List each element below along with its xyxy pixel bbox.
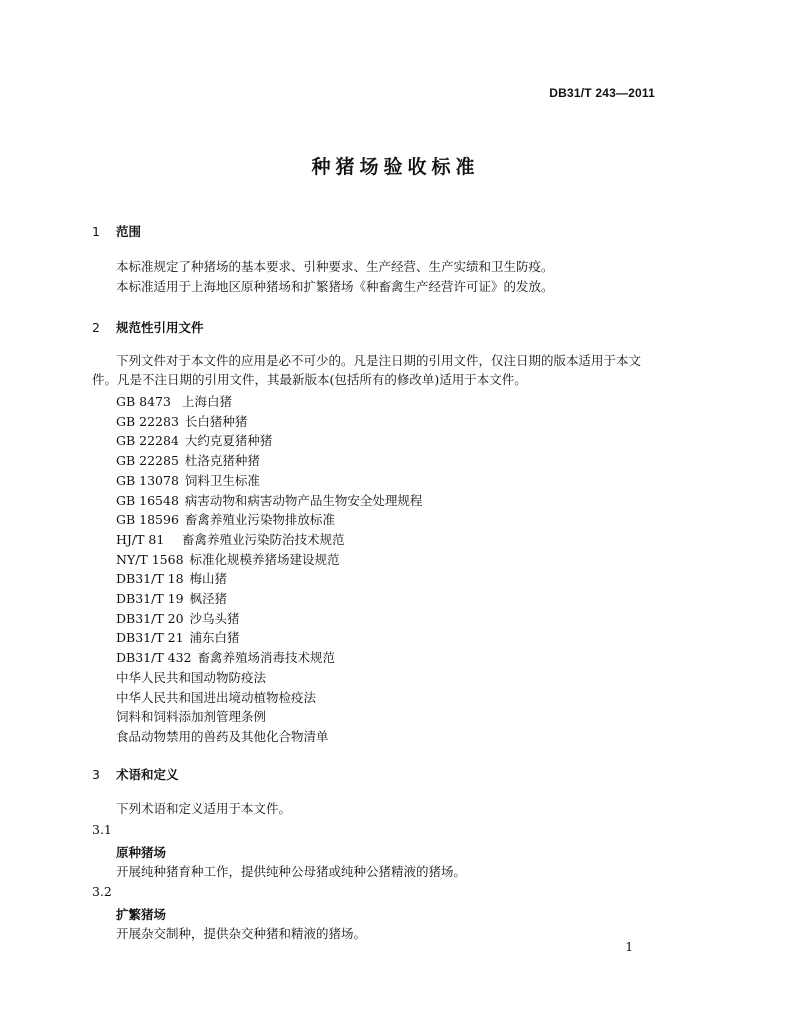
- reference-title: 病害动物和病害动物产品生物安全处理规程: [184, 492, 423, 508]
- reference-title: 标准化规模养猪场建设规范: [189, 551, 340, 567]
- reference-title: 上海白猪: [182, 394, 233, 409]
- reference-code: DB31/T 18: [116, 571, 184, 587]
- reference-title: 畜禽养殖业污染防治技术规范: [182, 531, 345, 547]
- section-title: 术语和定义: [116, 767, 179, 782]
- section-1-heading: [92, 222, 141, 240]
- reference-code: GB 22285: [116, 453, 179, 469]
- document-code: DB31/T 243—2011: [549, 86, 655, 100]
- reference-item: [116, 609, 240, 627]
- section-title: 规范性引用文件: [116, 320, 204, 335]
- term-3-2-definition: 开展杂交制种，提供杂交种猪和精液的猪场。: [116, 926, 367, 941]
- reference-item: [116, 510, 335, 528]
- reference-item: [116, 550, 340, 568]
- reference-code: DB31/T 20: [116, 610, 184, 626]
- law-reference-item: 食品动物禁用的兽药及其他化合物清单: [116, 728, 329, 744]
- reference-code: GB 13078: [116, 472, 179, 488]
- reference-code: DB31/T 432: [116, 650, 192, 666]
- section-2-heading: [92, 318, 204, 336]
- section-number: 1: [92, 224, 100, 239]
- reference-item: [116, 628, 240, 646]
- law-reference-item: 饲料和饲料添加剂管理条例: [116, 709, 267, 725]
- law-reference-item: 中华人民共和国动物防疫法: [116, 669, 267, 685]
- reference-title: 大约克夏猪种猪: [184, 433, 273, 449]
- section-1-paragraph-2: 本标准适用于上海地区原种猪场和扩繁猪场《种畜禽生产经营许可证》的发放。: [116, 279, 554, 294]
- term-3-1-name: 原种猪场: [116, 845, 167, 860]
- reference-code: HJ/T 81: [116, 531, 165, 547]
- section-title: 范围: [116, 224, 142, 239]
- reference-title: 畜禽养殖业污染物排放标准: [184, 512, 335, 528]
- section-3-intro: 下列术语和定义适用于本文件。: [116, 801, 292, 816]
- section-2-intro: 下列文件对于本文件的应用是必不可少的。凡是注日期的引用文件，仅注日期的版本适用于本文件。凡是不注日期的引用文件，其最新版本(包括所有的修改单)适用于本文件。: [92, 353, 642, 387]
- reference-item: [116, 589, 227, 607]
- reference-title: 饲料卫生标准: [184, 472, 260, 488]
- section-1-paragraph-1: 本标准规定了种猪场的基本要求、引种要求、生产经营、生产实绩和卫生防疫。: [116, 259, 554, 274]
- reference-code: DB31/T 19: [116, 591, 184, 606]
- reference-code: GB 22284: [116, 433, 179, 449]
- reference-title: 沙乌头猪: [189, 610, 240, 626]
- reference-item: [116, 451, 260, 469]
- term-3-2-name: 扩繁猪场: [116, 907, 167, 922]
- term-3-1-number: 3.1: [92, 822, 112, 837]
- reference-title: 浦东白猪: [189, 630, 240, 646]
- term-3-2-number: 3.2: [92, 884, 112, 899]
- section-number: 3: [92, 767, 100, 782]
- reference-code: GB 8473: [116, 394, 171, 409]
- reference-code: GB 18596: [116, 512, 179, 528]
- law-reference-item: 中华人民共和国进出境动植物检疫法: [116, 689, 317, 705]
- document-title: 种猪场验收标准: [311, 156, 480, 178]
- reference-item: [116, 491, 422, 509]
- reference-item: [116, 431, 272, 449]
- reference-item: [116, 530, 345, 548]
- reference-title: 杜洛克猪种猪: [184, 453, 260, 469]
- reference-item: [116, 648, 335, 666]
- reference-item: [116, 471, 260, 489]
- reference-item: [116, 569, 227, 587]
- reference-title: 畜禽养殖场消毒技术规范: [197, 650, 336, 666]
- section-3-heading: [92, 765, 179, 783]
- section-number: 2: [92, 320, 100, 335]
- reference-item: [116, 392, 232, 410]
- reference-code: DB31/T 21: [116, 630, 184, 646]
- reference-code: NY/T 1568: [116, 551, 184, 567]
- reference-code: GB 16548: [116, 492, 179, 508]
- reference-title: 梅山猪: [189, 571, 228, 587]
- page-number: 1: [625, 940, 633, 954]
- reference-title: 长白猪种猪: [184, 413, 248, 429]
- reference-title: 枫泾猪: [189, 591, 228, 606]
- term-3-1-definition: 开展纯种猪育种工作，提供纯种公母猪或纯种公猪精液的猪场。: [116, 864, 467, 879]
- reference-item: [116, 412, 247, 430]
- reference-code: GB 22283: [116, 413, 179, 429]
